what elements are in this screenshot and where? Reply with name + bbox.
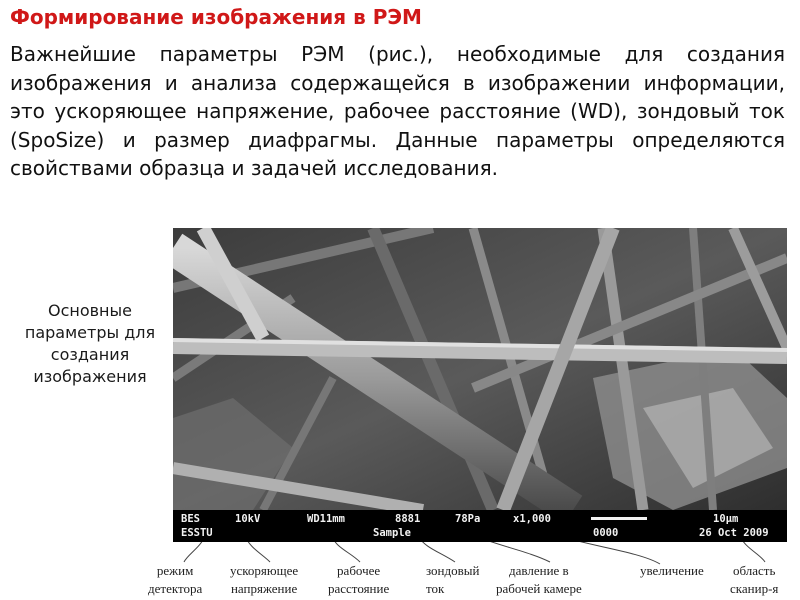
parameter-callouts xyxy=(0,542,800,600)
databar-image-no: 0000 xyxy=(593,527,619,539)
databar-magnification: x1,000 xyxy=(513,513,551,525)
callout-detector-mode: режим детектора xyxy=(148,563,203,596)
databar-org: ESSTU xyxy=(181,527,213,539)
databar-wd: WD11mm xyxy=(307,513,345,525)
callout-magnification: увеличение xyxy=(640,563,704,578)
sem-fibers-image xyxy=(173,228,787,510)
body-paragraph: Важнейшие параметры РЭМ (рис.), необходимые для создания изображения и анализа содержащейся в изображении информации, это ускоряющее напряжение, рабочее расстояние (WD), зондовый ток (SpoSize) и размер диафрагмы. Данные параметры определяются свойствами образца и задачей исследования. xyxy=(10,42,785,180)
sem-databar xyxy=(173,510,787,542)
callout-chamber-pressure: давление в рабочей камере xyxy=(496,563,582,596)
databar-date: 26 Oct 2009 xyxy=(699,527,769,539)
databar-spot: 8881 xyxy=(395,513,421,525)
slide-title: Формирование изображения в РЭМ xyxy=(10,5,422,29)
sem-micrograph xyxy=(173,228,787,542)
databar-pressure: 78Pa xyxy=(455,513,481,525)
callout-probe-current: зондовый ток xyxy=(426,563,480,596)
scale-bar xyxy=(591,517,647,520)
callout-voltage: ускоряющее напряжение xyxy=(230,563,299,596)
callout-working-distance: рабочее расстояние xyxy=(328,563,390,596)
side-caption: Основные параметры для создания изображения xyxy=(24,301,156,386)
databar-detector: BES xyxy=(181,513,200,525)
databar-scale: 10μm xyxy=(713,513,739,525)
databar-voltage: 10kV xyxy=(235,513,261,525)
callout-scan-area: область сканир-я xyxy=(730,563,779,596)
databar-sample: Sample xyxy=(373,527,411,539)
